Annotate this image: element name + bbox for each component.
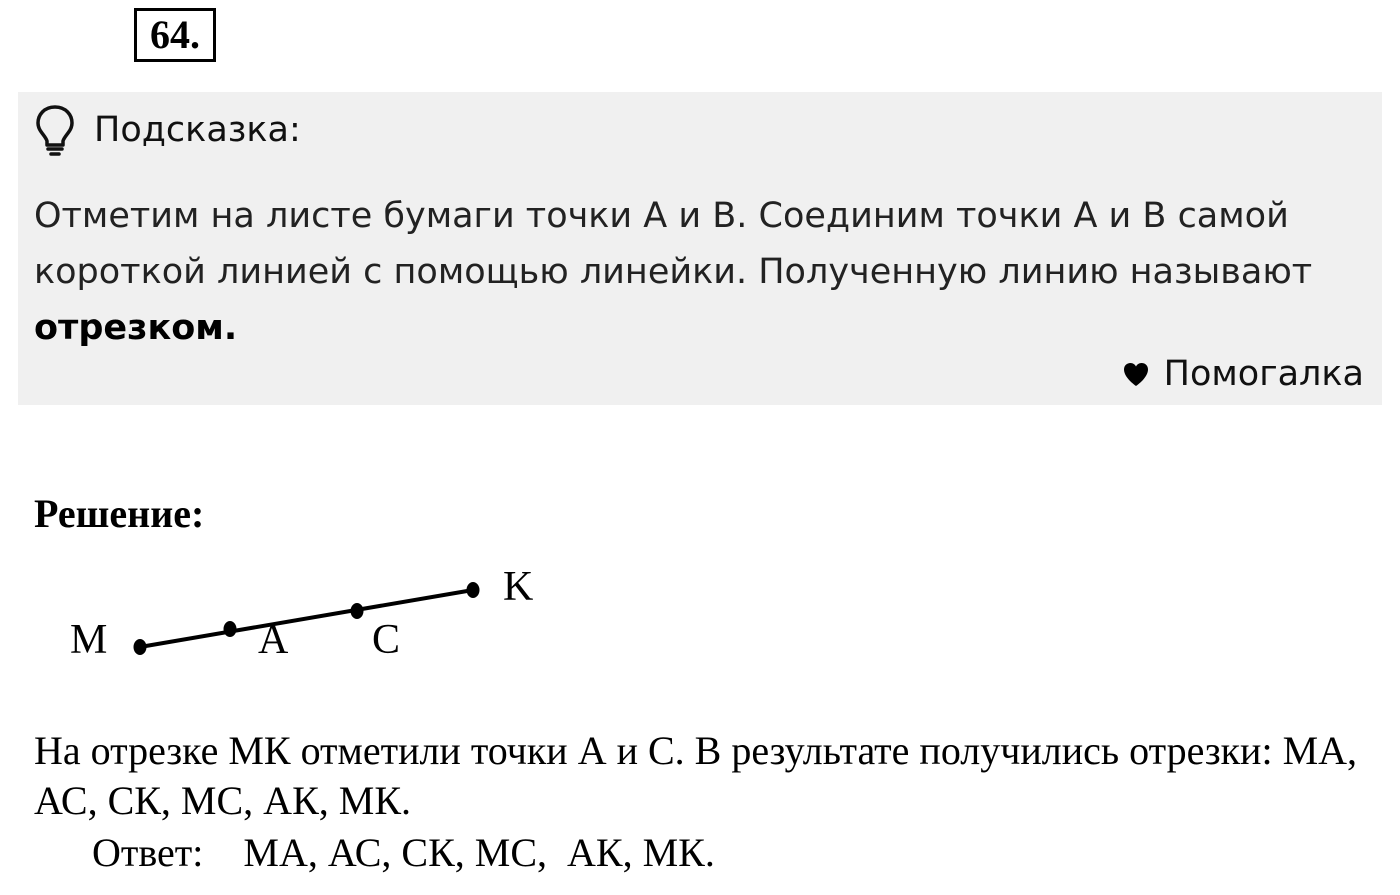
task-number: 64. (134, 8, 216, 62)
segment-diagram (0, 540, 600, 680)
answer-value: МА, АС, СК, МС, АК, МК. (243, 830, 715, 875)
solution-title: Решение: (34, 491, 205, 536)
hint-footer-label: Помогалка (1163, 354, 1364, 394)
segment-mk (140, 590, 473, 647)
label-a: A (258, 617, 289, 663)
point-c (351, 603, 364, 619)
hint-header (34, 102, 301, 158)
hint-term: отрезком. (34, 308, 238, 348)
label-k: K (503, 564, 534, 610)
hint-text (34, 188, 1374, 356)
hint-footer[interactable] (1122, 354, 1364, 394)
lightbulb-icon (34, 104, 76, 156)
label-c: C (372, 617, 401, 663)
answer-label: Ответ: (92, 830, 204, 875)
answer-line (92, 828, 715, 878)
heart-icon (1122, 361, 1150, 387)
hint-body: Отметим на листе бумаги точки А и В. Соединим точки А и В самой короткой линией с помощью линейки. Полученную линию называют (34, 196, 1313, 292)
point-a (224, 621, 237, 637)
hint-title: Подсказка: (94, 110, 301, 150)
point-k (467, 582, 480, 598)
hint-box (18, 92, 1382, 405)
solution-text: На отрезке МК отметили точки А и С. В результате получились отрезки: МА, АС, СК, МС, АК, МК. (34, 728, 1358, 823)
label-m: M (70, 617, 108, 663)
point-m (134, 639, 147, 655)
